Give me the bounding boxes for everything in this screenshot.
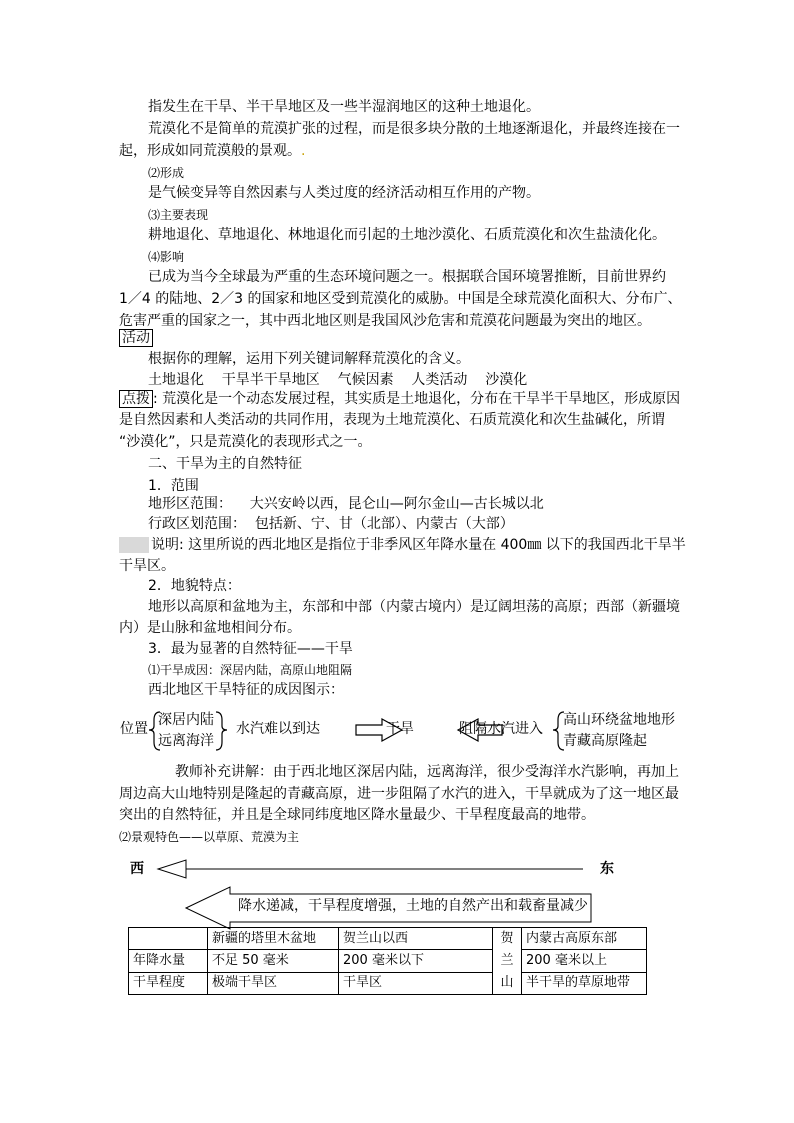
table-cell: 极端干旱区 [208,972,339,994]
heading-impact: ⑷影响 [148,250,185,264]
table-row [129,928,647,950]
drought-cause: ⑴干旱成因：深居内陆，高原山地阻隔 [148,663,353,677]
table-row-label: 年降水量 [129,950,208,972]
table-cell: 不足 50 毫米 [208,950,339,972]
tip-label: 点拨 [119,390,153,408]
landform-1: 地形以高原和盆地为主，东部和中部（内蒙古境内）是辽阔坦荡的高原；西部（新疆境 [148,599,680,615]
note-line-1: 说明: 这里所说的西北地区是指位于非季风区年降水量在 400㎜ 以下的我国西北干旱半 [119,535,686,555]
table-cell-empty [129,928,208,950]
keywords: 土地退化 干旱半干旱地区 气候因素 人类活动 沙漠化 [148,372,528,388]
terrain-range: 地形区范围： 大兴安岭以西，昆仑山—阿尔金山—古长城以北 [148,496,544,512]
west-east-arrow [128,850,608,930]
teacher-line-3: 突出的自然特征，并且是全球同纬度地区降水量最少、干旱程度最高的地带。 [119,807,595,823]
teacher-line-1: 教师补充讲解：由于西北地区深居内陆，远离海洋，很少受海洋水汽影响，再加上 [175,764,679,780]
teacher-line-2: 周边高大山地特别是隆起的青藏高原，进一步阻隔了水汽的进入，干旱就成为了这一地区最 [119,786,679,802]
diagram-far-sea: 远离海洋 [158,733,214,749]
table-mountain: 贺 兰 山 [493,928,522,995]
diagram-position: 位置 [120,721,148,737]
note-line-2: 干旱区。 [119,558,175,574]
label-east: 东 [600,861,614,877]
heading-formation: ⑵形成 [148,166,185,180]
admin-range: 行政区划范围： 包括新、宁、甘（北部）、内蒙古（大部） [148,516,514,532]
diagram-block: 阻隔水汽进入 [459,721,543,737]
paragraph-impact-2: 1／4 的陆地、2／3 的国家和地区受到荒漠化的威胁。中国是全球荒漠化面积大、分布广、 [119,291,682,307]
landscape-title: ⑵景观特色——以草原、荒漠为主 [119,830,300,844]
diagram-inland: 深居内陆 [158,712,214,728]
sub-range: 1．范围 [148,478,199,494]
sub-drought: 3．最为显著的自然特征——干旱 [148,641,353,657]
label-west: 西 [130,861,144,877]
sub-landform: 2．地貌特点： [148,578,241,594]
table-cell: 干旱区 [339,972,493,994]
arrow-text: 降水递减，干旱程度增强，土地的自然产出和载畜量减少 [238,898,588,914]
tip-line-2: 是自然因素和人类活动的共同作用，表现为土地荒漠化、石质荒漠化和次生盐碱化，所谓 [119,412,665,428]
diagram-title: 西北地区干旱特征的成因图示： [148,682,344,698]
landform-2: 内）是山脉和盆地相间分布。 [119,620,301,636]
tip-line-1: 点拨 : 荒漠化是一个动态发展过程，其实质是土地退化，分布在干旱半干旱地区，形成原因 [119,389,680,409]
activity-label: 活动 [119,328,153,348]
section-2-title: 二、干旱为主的自然特征 [148,456,302,472]
diagram-vapor-hard: 水汽难以到达 [236,721,320,737]
activity-text: 根据你的理解，运用下列关键词解释荒漠化的含义。 [148,351,470,367]
paragraph-impact-1: 已成为当今全球最为严重的生态环境问题之一。根据联合国环境署推断，目前世界约 [148,269,666,285]
table-header: 贺兰山以西 [339,928,493,950]
note-label: 说明 [151,537,179,553]
cause-diagram [116,708,686,752]
table-row [129,950,647,972]
table-cell: 半干旱的草原地带 [522,972,647,994]
paragraph-definition: 指发生在干旱、半干旱地区及一些半湿润地区的这种土地退化。 [148,99,540,115]
table-header: 内蒙古高原东部 [522,928,647,950]
paragraph-desertification: 荒漠化不是简单的荒漠扩张的过程，而是很多块分散的土地逐渐退化，并最终连接在一 [148,121,680,137]
landscape-table [128,927,647,995]
table-row [129,972,647,994]
diagram-drought: 干旱 [386,721,414,737]
table-cell: 200 毫米以上 [522,950,647,972]
diagram-ring: 高山环绕盆地地形 [563,712,675,728]
paragraph-impact-3: 危害严重的国家之一，其中西北地区则是我国风沙危害和荒漠花问题最为突出的地区。 [119,313,651,329]
tip-line-3: “沙漠化”，只是荒漠化的表现形式之一。 [119,434,372,450]
table-row-label: 干旱程度 [129,972,208,994]
table-cell: 200 毫米以下 [339,950,493,972]
heading-main-manifestation: ⑶主要表现 [148,208,209,222]
paragraph-formation: 是气候变异等自然因素与人类过度的经济活动相互作用的产物。 [148,185,540,201]
paragraph-desertification-cont: 起，形成如同荒漠般的景观。. [119,143,306,159]
paragraph-manifestation: 耕地退化、草地退化、林地退化而引起的土地沙漠化、石质荒漠化和次生盐渍化化。 [148,227,666,243]
diagram-plateau: 青藏高原隆起 [563,733,647,749]
table-header: 新疆的塔里木盆地 [208,928,339,950]
